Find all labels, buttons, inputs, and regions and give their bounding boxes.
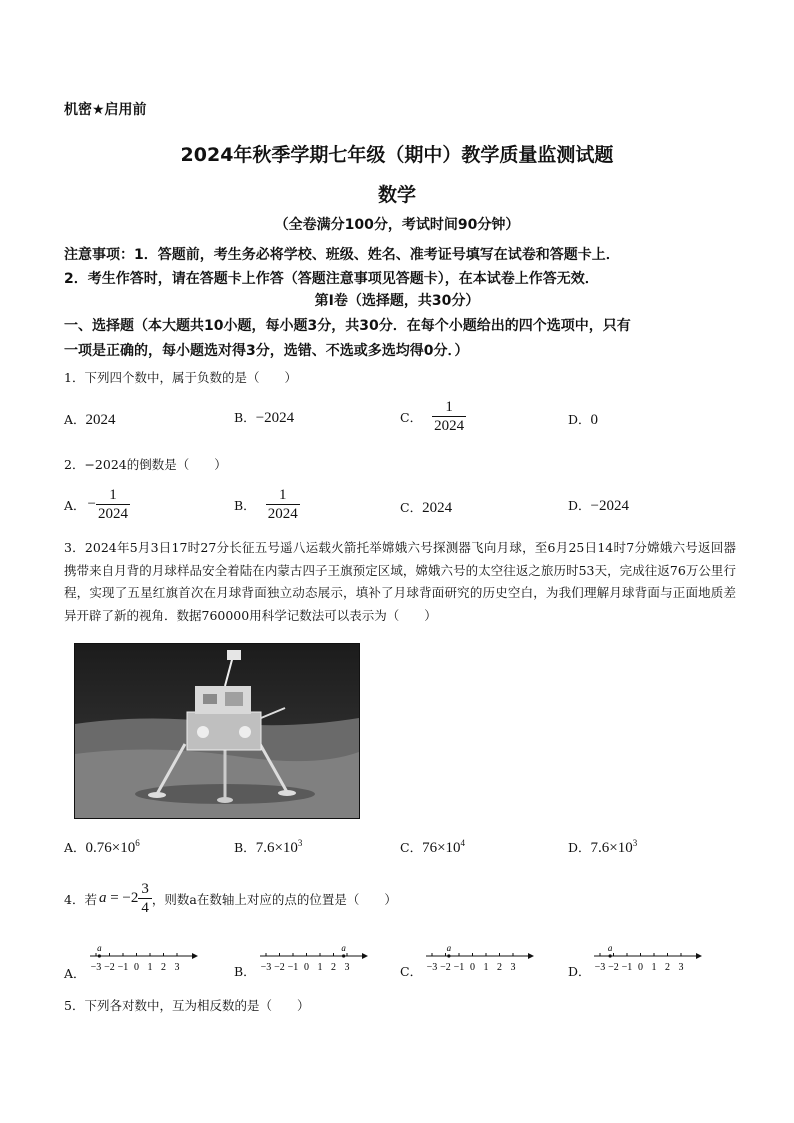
number-line-point-label: a [446, 943, 452, 953]
option-label: B． [234, 840, 256, 855]
score-info: （全卷满分100分，考试时间90分钟） [274, 217, 520, 233]
number-line-point-label: a [341, 943, 346, 953]
lunar-lander-illustration [75, 644, 359, 818]
option-label: C． [400, 840, 423, 855]
fraction [266, 486, 300, 523]
fraction-denominator: 2024 [267, 506, 298, 522]
number-line-tick-label: −1 [621, 962, 633, 973]
section-instruction-1: 一、选择题（本大题共10小题，每小题3分，共30分．在每个小题给出的四个选项中，只有 [64, 318, 631, 334]
fraction-numerator: 1 [445, 399, 453, 415]
option-value: 2024 [422, 500, 453, 516]
number-line-tick-label: 2 [161, 962, 166, 973]
minus-sign: − [87, 496, 96, 512]
fraction-denominator: 4 [141, 900, 149, 916]
arrow-icon [192, 953, 198, 959]
option-value: −2024 [255, 410, 295, 426]
fraction-denominator: 2024 [434, 418, 465, 434]
number-line-tick-label: −2 [274, 962, 285, 973]
number-line-tick-label: −1 [453, 962, 465, 973]
fraction-numerator: 1 [278, 487, 287, 503]
exam-title: 2024年秋季学期七年级（期中）教学质量监测试题 [180, 144, 614, 166]
q4-option-d-label: D． [568, 964, 591, 979]
sci-exponent: 3 [632, 838, 638, 848]
number-line-tick-label: 1 [147, 962, 153, 973]
section-title: 第Ⅰ卷（选择题，共30分） [314, 293, 480, 309]
number-line-point-label: a [97, 943, 102, 953]
option-value: 2024 [85, 412, 116, 428]
q4-stem [64, 880, 397, 917]
q1-option-c [400, 398, 466, 435]
number-line-tick-label: 3 [678, 962, 684, 973]
q3-stem: 3．2024年5月3日17时27分长征五号遥八运载火箭托举嫦娥六号探测器飞向月球，至6月25日14时7分嫦娥六号返回器携带来自月背的月球样品安全着陆在内蒙古四子王旗预定区域，嫦娥六号的太空往返之旅历时53天，完成往返76万公里行程，实现了五星红旗首次在月球背面独立动态展示，填补了月球背面研究的历史空白，为我们理解月球背面与正面地质差异开辟了新的视角．数据760000用科学记数法可以表示为（ ） [64, 540, 736, 623]
option-label: A． [64, 412, 86, 427]
number-line-point [447, 954, 450, 957]
option-label: D． [568, 412, 591, 427]
q4-option-a-number-line [88, 940, 198, 976]
q4-option-a-label: A． [64, 966, 86, 981]
option-label: D． [568, 498, 591, 513]
number-line-tick-label: 2 [331, 962, 336, 973]
arrow-icon [696, 953, 702, 959]
exam-subject: 数学 [377, 184, 416, 206]
number-line-tick-label: −2 [440, 962, 451, 973]
number-line-tick-label: 3 [344, 962, 350, 973]
q3-option-a [64, 838, 140, 857]
number-line-tick-label: −1 [117, 962, 129, 973]
equation: = −2 [106, 890, 139, 906]
notes-line-1: 注意事项：1．答题前，考生务必将学校、班级、姓名、准考证号填写在试卷和答题卡上． [64, 247, 620, 263]
notes-line-2: 2．考生作答时，请在答题卡上作答（答题注意事项见答题卡），在本试卷上作答无效． [64, 271, 599, 287]
number-line-tick-label: 0 [470, 962, 475, 973]
option-value [422, 840, 465, 856]
option-label: A． [64, 497, 86, 513]
variable-a: a [98, 890, 107, 906]
number-line-tick-label: 2 [665, 962, 670, 973]
number-line-tick-label: −3 [90, 962, 102, 973]
q1-option-b [234, 408, 294, 427]
option-label: D． [568, 840, 591, 855]
q2-option-d [568, 496, 629, 515]
q2-stem: 2．−2024的倒数是（ ） [64, 457, 227, 472]
q4-option-b-number-line [258, 940, 368, 976]
number-line-tick-label: 1 [651, 962, 657, 973]
lunar-lander-photo [74, 643, 360, 819]
number-line-tick-label: 0 [638, 962, 643, 973]
option-label: B． [234, 410, 256, 425]
confidential-mark: 机密★启用前 [64, 102, 147, 118]
number-line-tick-label: 3 [510, 962, 516, 973]
number-line-point-label: a [607, 943, 613, 953]
q4-option-b-label: B． [234, 964, 256, 979]
fraction [96, 486, 130, 523]
sci-exponent: 4 [460, 838, 466, 848]
stem-prefix: 4．若 [64, 891, 97, 907]
number-line-tick-label: 1 [483, 962, 489, 973]
q3-option-b [234, 838, 302, 857]
number-line-point [98, 954, 101, 957]
sci-base: 76×10 [422, 840, 461, 856]
fraction [432, 398, 466, 435]
sci-base: 0.76×10 [85, 840, 136, 856]
arrow-icon [362, 953, 368, 959]
fraction-numerator: 1 [109, 487, 117, 503]
number-line-tick-label: 0 [134, 962, 139, 973]
fraction-denominator: 2024 [98, 506, 128, 522]
fraction-numerator: 3 [141, 881, 149, 897]
q4-option-c-label: C． [400, 964, 423, 979]
number-line-tick-label: −3 [426, 962, 438, 973]
sci-base: 7.6×10 [590, 840, 633, 856]
option-label: B． [234, 497, 256, 513]
number-line-tick-label: −3 [594, 962, 606, 973]
q1-option-a [64, 410, 116, 429]
q2-option-a [64, 486, 130, 523]
section-instruction-2: 一项是正确的，每小题选对得3分，选错、不选或多选均得0分．） [64, 343, 469, 359]
fraction [138, 880, 152, 917]
option-value [86, 840, 140, 856]
number-line-tick-label: −1 [287, 962, 299, 973]
number-line-tick-label: 1 [317, 962, 323, 973]
option-label: C． [400, 409, 423, 425]
option-value: −2024 [590, 498, 629, 514]
q1-option-d [568, 410, 598, 429]
option-value: 0 [590, 412, 599, 428]
q2-option-c [400, 498, 452, 517]
q1-stem: 1．下列四个数中，属于负数的是（ ） [64, 370, 297, 385]
number-line-tick-label: −2 [608, 962, 619, 973]
number-line-tick-label: 0 [304, 962, 309, 973]
option-label: C． [400, 500, 423, 515]
option-label: A． [64, 840, 86, 855]
q5-stem: 5．下列各对数中，互为相反数的是（ ） [64, 998, 310, 1013]
number-line-tick-label: −2 [104, 962, 115, 973]
number-line-point [342, 954, 345, 957]
q4-option-d-number-line [592, 940, 702, 976]
sci-base: 7.6×10 [255, 840, 298, 856]
q4-option-c-number-line [424, 940, 534, 976]
sci-exponent: 3 [297, 838, 303, 848]
number-line-tick-label: 3 [174, 962, 180, 973]
q2-option-b [234, 486, 300, 523]
number-line-tick-label: −3 [260, 962, 272, 973]
option-value [256, 840, 303, 856]
stem-suffix: ，则数a在数轴上对应的点的位置是（ ） [151, 891, 397, 907]
sci-exponent: 6 [135, 838, 140, 848]
number-line-point [609, 954, 612, 957]
number-line-tick-label: 2 [497, 962, 502, 973]
option-value [591, 840, 638, 856]
q3-option-c [400, 838, 465, 857]
q3-option-d [568, 838, 637, 857]
arrow-icon [528, 953, 534, 959]
